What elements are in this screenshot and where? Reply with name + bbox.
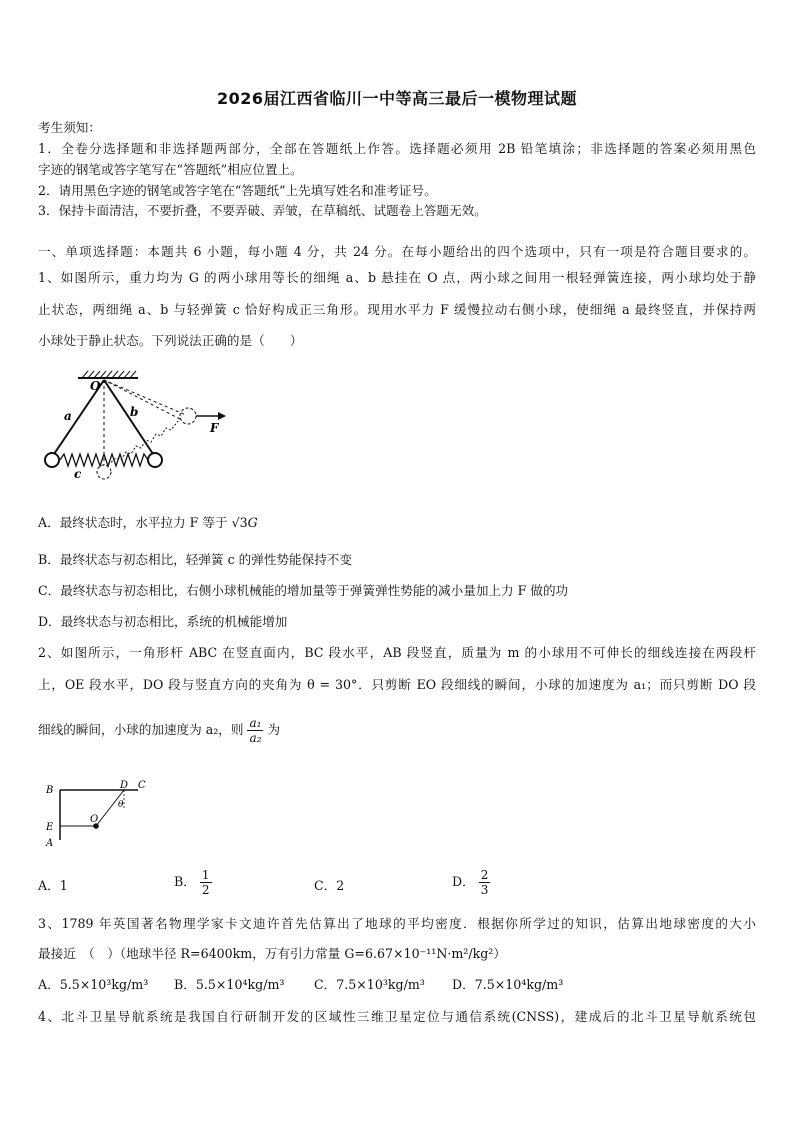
- q2-fraction-num: a₁: [249, 716, 262, 730]
- q2-figure: [46, 780, 156, 850]
- q1-option-b: B．最终状态与初态相比，轻弹簧 c 的弹性势能保持不变: [38, 552, 352, 567]
- q2-label-theta: θ: [118, 800, 124, 810]
- section-1-header: 一、单项选择题：本题共 6 小题，每小题 4 分，共 24 分。在每小题给出的四个选项中，只有一项是符合题目要求的。: [38, 244, 756, 259]
- q2-line-3-post: 为: [267, 722, 281, 737]
- q2-option-d-pre: D．: [452, 874, 475, 889]
- q1-line-3: 小球处于静止状态。下列说法正确的是（ ）: [38, 333, 303, 348]
- q3-line-1: 3、1789 年英国著名物理学家卡文迪许首先估算出了地球的平均密度．根据你所学过的知识，估算出地球密度的大小: [38, 916, 756, 931]
- notice-heading: 考生须知：: [38, 120, 101, 135]
- q1-label-b: b: [130, 405, 139, 419]
- q2-label-C: C: [138, 780, 146, 791]
- q3-option-c: C．7.5×10³kg/m³: [314, 977, 425, 992]
- q1-force-arrowhead: [218, 412, 226, 420]
- q3-option-a: A．5.5×10³kg/m³: [38, 977, 149, 992]
- q1-ball-right-final: [180, 408, 196, 424]
- q2-option-b: [174, 868, 212, 897]
- q4-line-1: 4、北斗卫星导航系统是我国自行研制开发的区域性三维卫星定位与通信系统(CNSS)，建成后的北斗卫星导航系统包: [38, 1009, 756, 1024]
- q1-option-a-sqrt: √3: [231, 515, 248, 530]
- notice-item-2: 2．请用黑色字迹的钢笔或答字笔在“答题纸”上先填写姓名和准考证号。: [38, 183, 437, 198]
- q2-label-A: A: [46, 838, 54, 849]
- q2-fraction-den: a₂: [249, 731, 262, 745]
- q2-line-3-pre: 细线的瞬间，小球的加速度为 a₂，则: [38, 722, 244, 737]
- q1-option-a-text: A．最终状态时，水平拉力 F 等于: [38, 515, 228, 530]
- q2-option-d-num: 2: [480, 868, 489, 882]
- q3-option-b: B．5.5×10⁴kg/m³: [174, 977, 285, 992]
- notice-item-3: 3．保持卡面清洁，不要折叠，不要弄破、弄皱，在草稿纸、试题卷上答题无效。: [38, 203, 487, 218]
- q2-label-E: E: [46, 822, 54, 833]
- q2-line-1: 2、如图所示，一角形杆 ABC 在竖直面内，BC 段水平，AB 段竖直，质量为 m 的小球用不可伸长的细线连接在两段杆: [38, 645, 756, 660]
- q2-label-D: D: [120, 780, 129, 791]
- q2-option-d-den: 3: [480, 883, 489, 897]
- q1-ball-left-final: [97, 465, 111, 479]
- q3-option-d: D．7.5×10⁴kg/m³: [452, 977, 564, 992]
- q1-label-O: O: [90, 379, 101, 393]
- q1-ball-left: [45, 453, 59, 467]
- q2-option-d-fraction: [479, 868, 491, 897]
- q1-option-a-g: G: [247, 515, 258, 530]
- page-title: 2026届江西省临川一中等高三最后一模物理试题: [216, 89, 578, 108]
- q1-ball-right: [148, 453, 162, 467]
- q2-option-b-num: 1: [201, 868, 210, 882]
- q2-line-2: 上，OE 段水平，DO 段与竖直方向的夹角为 θ = 30°．只剪断 EO 段细线的瞬间，小球的加速度为 a₁；而只剪断 DO 段: [38, 677, 756, 692]
- q1-line-2: 止状态，两细绳 a、b 与轻弹簧 c 恰好构成正三角形。现用水平力 F 缓慢拉动右侧小球，使细绳 a 最终竖直，并保持两: [38, 302, 756, 317]
- q1-option-a: [38, 515, 258, 531]
- q3-line-2: 最接近 （ ）（地球半径 R=6400km，万有引力常量 G=6.67×10⁻¹¹N·m²/kg²）: [38, 946, 506, 961]
- q2-line-3: [38, 716, 280, 745]
- q2-option-d: [452, 868, 490, 897]
- q1-option-d: D．最终状态与初态相比，系统的机械能增加: [38, 614, 288, 629]
- q2-option-b-fraction: [200, 868, 212, 897]
- q2-label-B: B: [46, 785, 54, 796]
- q2-fraction: [247, 716, 263, 745]
- q1-label-F: F: [210, 421, 219, 435]
- q1-figure: [38, 368, 238, 488]
- q2-option-c: C．2: [314, 878, 345, 893]
- q1-line-1: 1、如图所示，重力均为 G 的两小球用等长的细绳 a、b 悬挂在 O 点，两小球之间用一根轻弹簧连接，两小球均处于静: [38, 270, 756, 285]
- notice-item-1-line-1: 1．全卷分选择题和非选择题两部分，全部在答题纸上作答。选择题必须用 2B 铅笔填涂；非选择题的答案必须用黑色: [38, 141, 756, 156]
- q1-label-c: c: [74, 467, 82, 481]
- q2-option-a: A．1: [38, 878, 68, 893]
- q2-option-b-den: 2: [201, 883, 210, 897]
- q2-option-b-pre: B．: [174, 874, 196, 889]
- notice-item-1-line-2: 字迹的钢笔或答字笔写在“答题纸”相应位置上。: [38, 162, 303, 177]
- q1-label-a: a: [64, 409, 72, 423]
- q1-option-c: C．最终状态与初态相比，右侧小球机械能的增加量等于弹簧弹性势能的减小量加上力 F 做的功: [38, 583, 569, 598]
- q2-label-O: O: [90, 814, 99, 825]
